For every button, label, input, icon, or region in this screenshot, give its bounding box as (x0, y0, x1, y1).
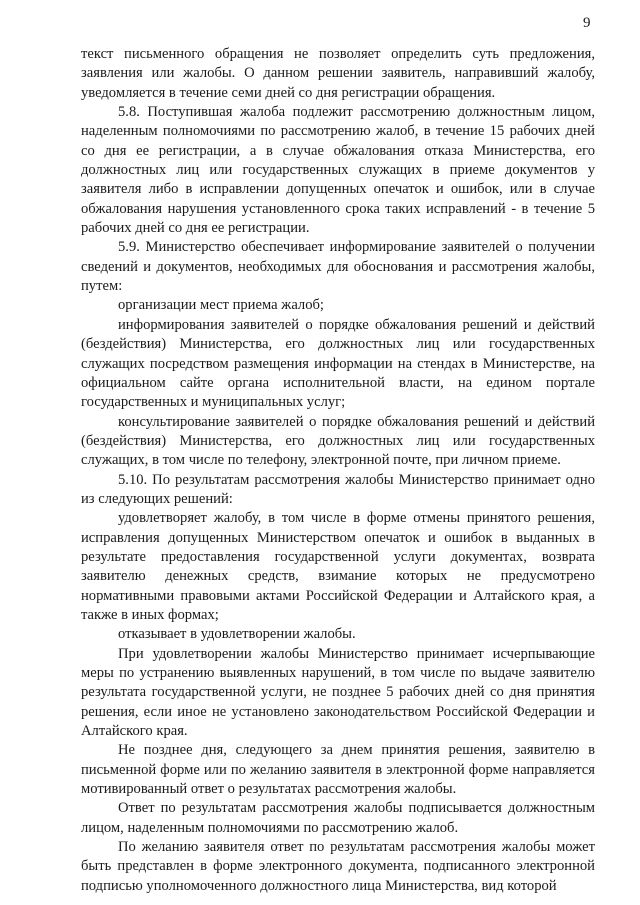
list-item-reception-places: организации мест приема жалоб; (118, 297, 324, 314)
page-number: 9 (583, 15, 591, 31)
paragraph-response-deadline: Не позднее дня, следующего за днем принятия решения, заявителю в письменной форме или по желанию заявителя в электронной форме направляется мотивированный ответ о результатах рассмотрения жалобы. (81, 742, 595, 798)
document-body (81, 45, 595, 896)
paragraph-satisfaction-measures: При удовлетворении жалобы Министерство принимает исчерпывающие меры по устранению выявленных нарушений, в том числе по выдаче заявителю результата государственной услуги, не позднее 5 рабочих дней со дня принятия решения, если иное не установлено законодательством Российской Федерации и Алтайского края. (81, 645, 595, 740)
list-item-refuses: отказывает в удовлетворении жалобы. (118, 626, 356, 643)
list-item-consulting: консультирование заявителей о порядке обжалования решений и действий (бездействия) Министерства, его должностных лиц или государственных служащих, в том числе по телефону, электронной почте, при личном приеме. (81, 413, 595, 469)
paragraph-response-signature: Ответ по результатам рассмотрения жалобы подписывается должностным лицом, наделенным полномочиями по рассмотрению жалоб. (81, 800, 595, 836)
paragraph-5-8: 5.8. Поступившая жалоба подлежит рассмотрению должностным лицом, наделенным полномочиями по рассмотрению жалоб, в течение 15 рабочих дней со дня ее регистрации, а в случае обжалования отказа Министерства, его должностных лиц или государственных служащих в приеме документов у заявителя либо в исправлении допущенных опечаток и ошибок, или в случае обжалования нарушения установленного срока таких исправлений - в течение 5 рабочих дней со дня ее регистрации. (81, 104, 595, 237)
paragraph-electronic-response: По желанию заявителя ответ по результатам рассмотрения жалобы может быть представлен в форме электронного документа, подписанного электронной подписью уполномоченного должностного лица Министерства, вид которой (81, 839, 595, 894)
paragraph-5-10: 5.10. По результатам рассмотрения жалобы Министерство принимает одно из следующих решений: (81, 471, 595, 507)
paragraph-5-9: 5.9. Министерство обеспечивает информирование заявителей о получении сведений и документов, необходимых для обоснования и рассмотрения жалобы, путем: (81, 239, 595, 295)
list-item-satisfies: удовлетворяет жалобу, в том числе в форме отмены принятого решения, исправления допущенных Министерством опечаток и ошибок в выданных в результате предоставления государственной услуги документах, возврата заявителю денежных средств, взимание которых не предусмотрено нормативными правовыми актами Российской Федерации и Алтайского края, а также в иных формах; (81, 510, 595, 623)
paragraph-continuation: текст письменного обращения не позволяет определить суть предложения, заявления или жалобы. О данном решении заявитель, направивший жалобу, уведомляется в течение семи дней со дня регистрации обращения. (81, 46, 595, 101)
list-item-informing: информирования заявителей о порядке обжалования решений и действий (бездействия) Министерства, его должностных лиц или государственных служащих посредством размещения информации на стендах в Министерстве, на официальном сайте органа исполнительной власти, на едином портале государственных и муниципальных услуг; (81, 316, 595, 411)
